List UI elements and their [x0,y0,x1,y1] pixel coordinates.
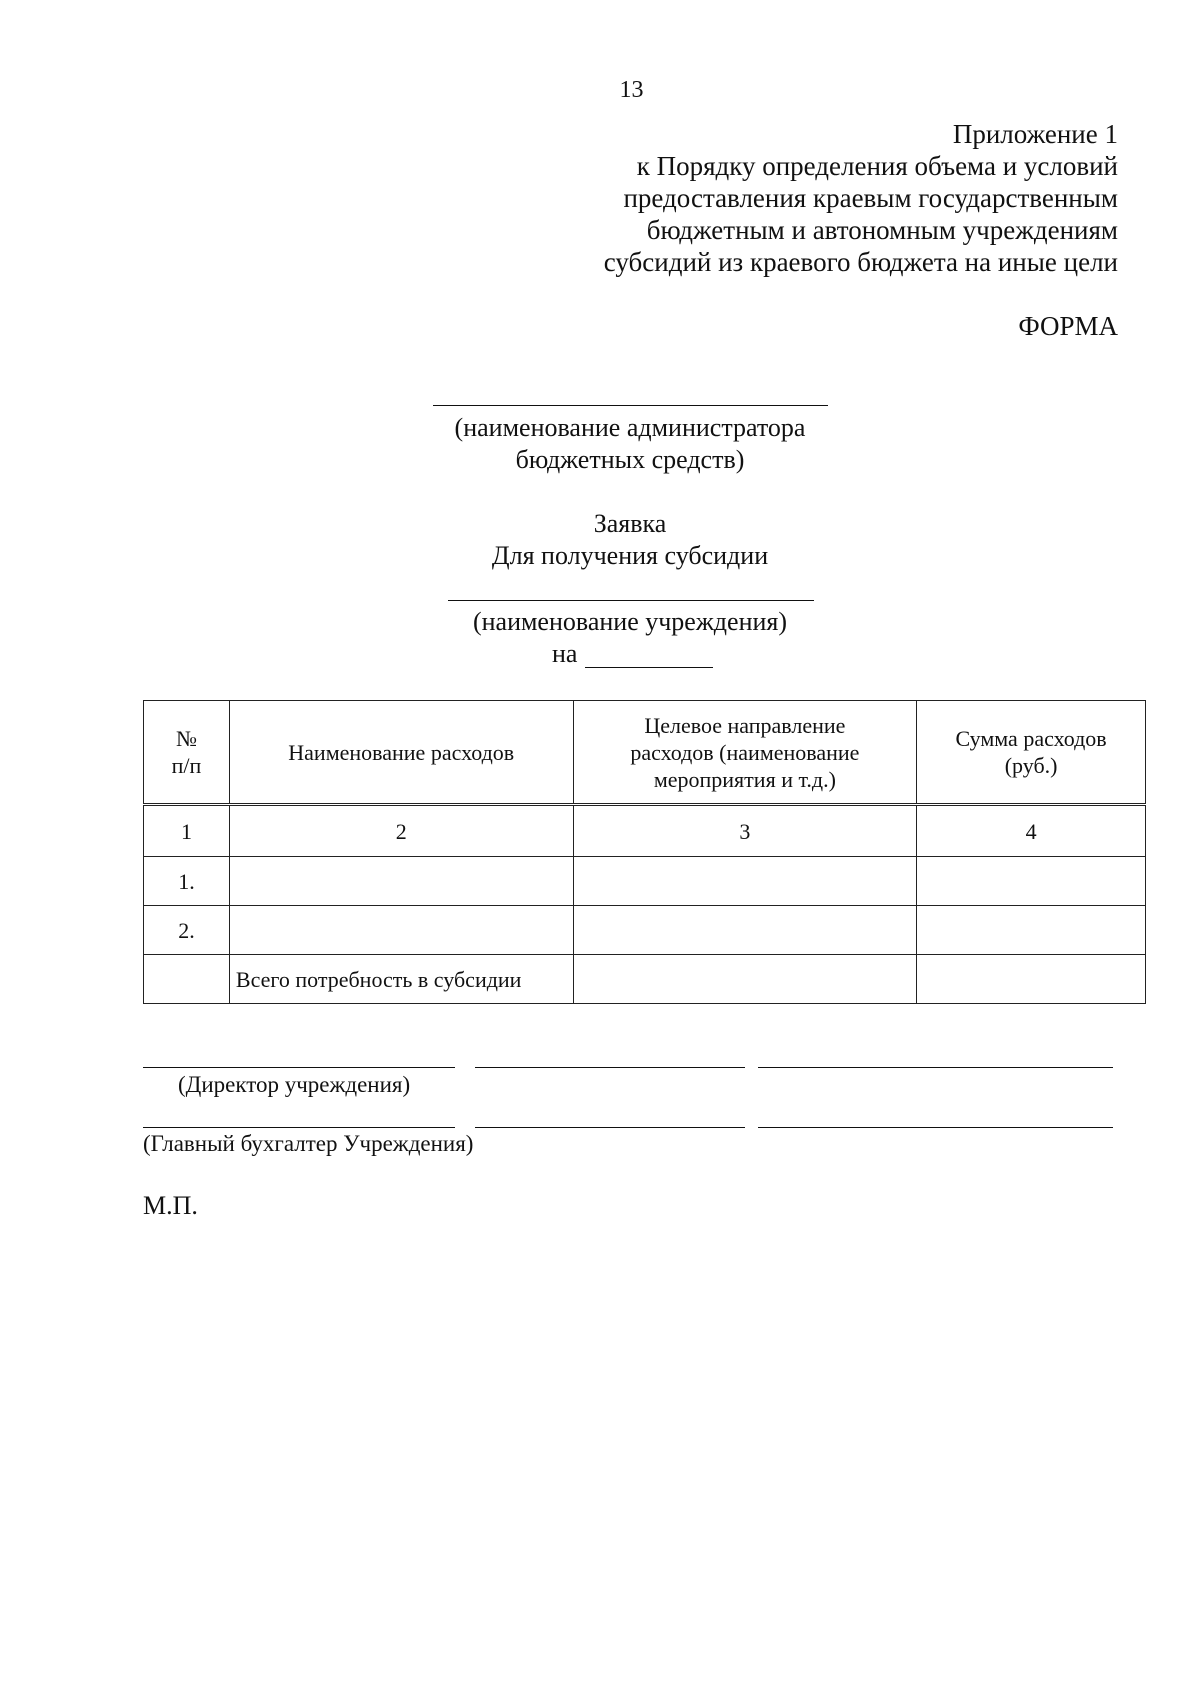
appendix-line: субсидий из краевого бюджета на иные цели [603,247,1118,277]
director-name-line [758,1067,1113,1068]
expense-name-cell [229,906,573,955]
form-label: ФОРМА [1018,311,1118,341]
accountant-caption: (Главный бухгалтер Учреждения) [143,1131,474,1156]
header-amount: Сумма расходов (руб.) [917,701,1146,805]
target-direction-cell [573,955,917,1004]
row-number-cell: 1. [144,857,230,906]
administrator-caption-line: бюджетных средств) [515,445,745,474]
total-row [144,955,1146,1004]
header-number: № п/п [144,701,230,805]
appendix-line: Приложение 1 [952,119,1118,149]
institution-blank-line [448,600,814,601]
total-label-cell: Всего потребность в субсидии [229,955,573,1004]
administrator-caption-line: (наименование администратора [454,413,806,442]
title-line: Заявка [593,509,667,538]
appendix-heading [604,118,1118,278]
appendix-line: бюджетным и автономным учреждениям [646,215,1118,245]
column-numbering-row [144,805,1146,857]
table-row [144,906,1146,955]
table-header-row [144,701,1146,805]
administrator-blank-line [433,405,828,406]
appendix-line: к Порядку определения объема и условий [636,151,1118,181]
table-row [144,857,1146,906]
director-caption: (Директор учреждения) [178,1072,411,1097]
director-signature-line [475,1067,745,1068]
column-number: 4 [917,805,1146,857]
header-expense-name: Наименование расходов [229,701,573,805]
accountant-name-line [758,1127,1113,1128]
director-position-line [143,1067,455,1068]
amount-cell [917,955,1146,1004]
administrator-caption [380,412,880,476]
expenses-table [143,700,1146,1004]
expense-name-cell [229,857,573,906]
amount-cell [917,857,1146,906]
accountant-signature-line [475,1127,745,1128]
accountant-position-line [143,1127,455,1128]
row-number-cell [144,955,230,1004]
column-number: 1 [144,805,230,857]
date-prefix: на [552,639,578,668]
target-direction-cell [573,906,917,955]
subtitle-line: Для получения субсидии [491,541,769,570]
stamp-place: М.П. [143,1191,198,1220]
row-number-cell: 2. [144,906,230,955]
target-direction-cell [573,857,917,906]
appendix-line: предоставления краевым государственным [623,183,1118,213]
page-number: 13 [619,77,644,103]
document-title [380,508,880,572]
header-target-direction: Целевое направление расходов (наименование мероприятия и т.д.) [573,701,917,805]
column-number: 3 [573,805,917,857]
date-blank-line [585,667,713,668]
column-number: 2 [229,805,573,857]
amount-cell [917,906,1146,955]
institution-caption: (наименование учреждения) [472,607,788,636]
